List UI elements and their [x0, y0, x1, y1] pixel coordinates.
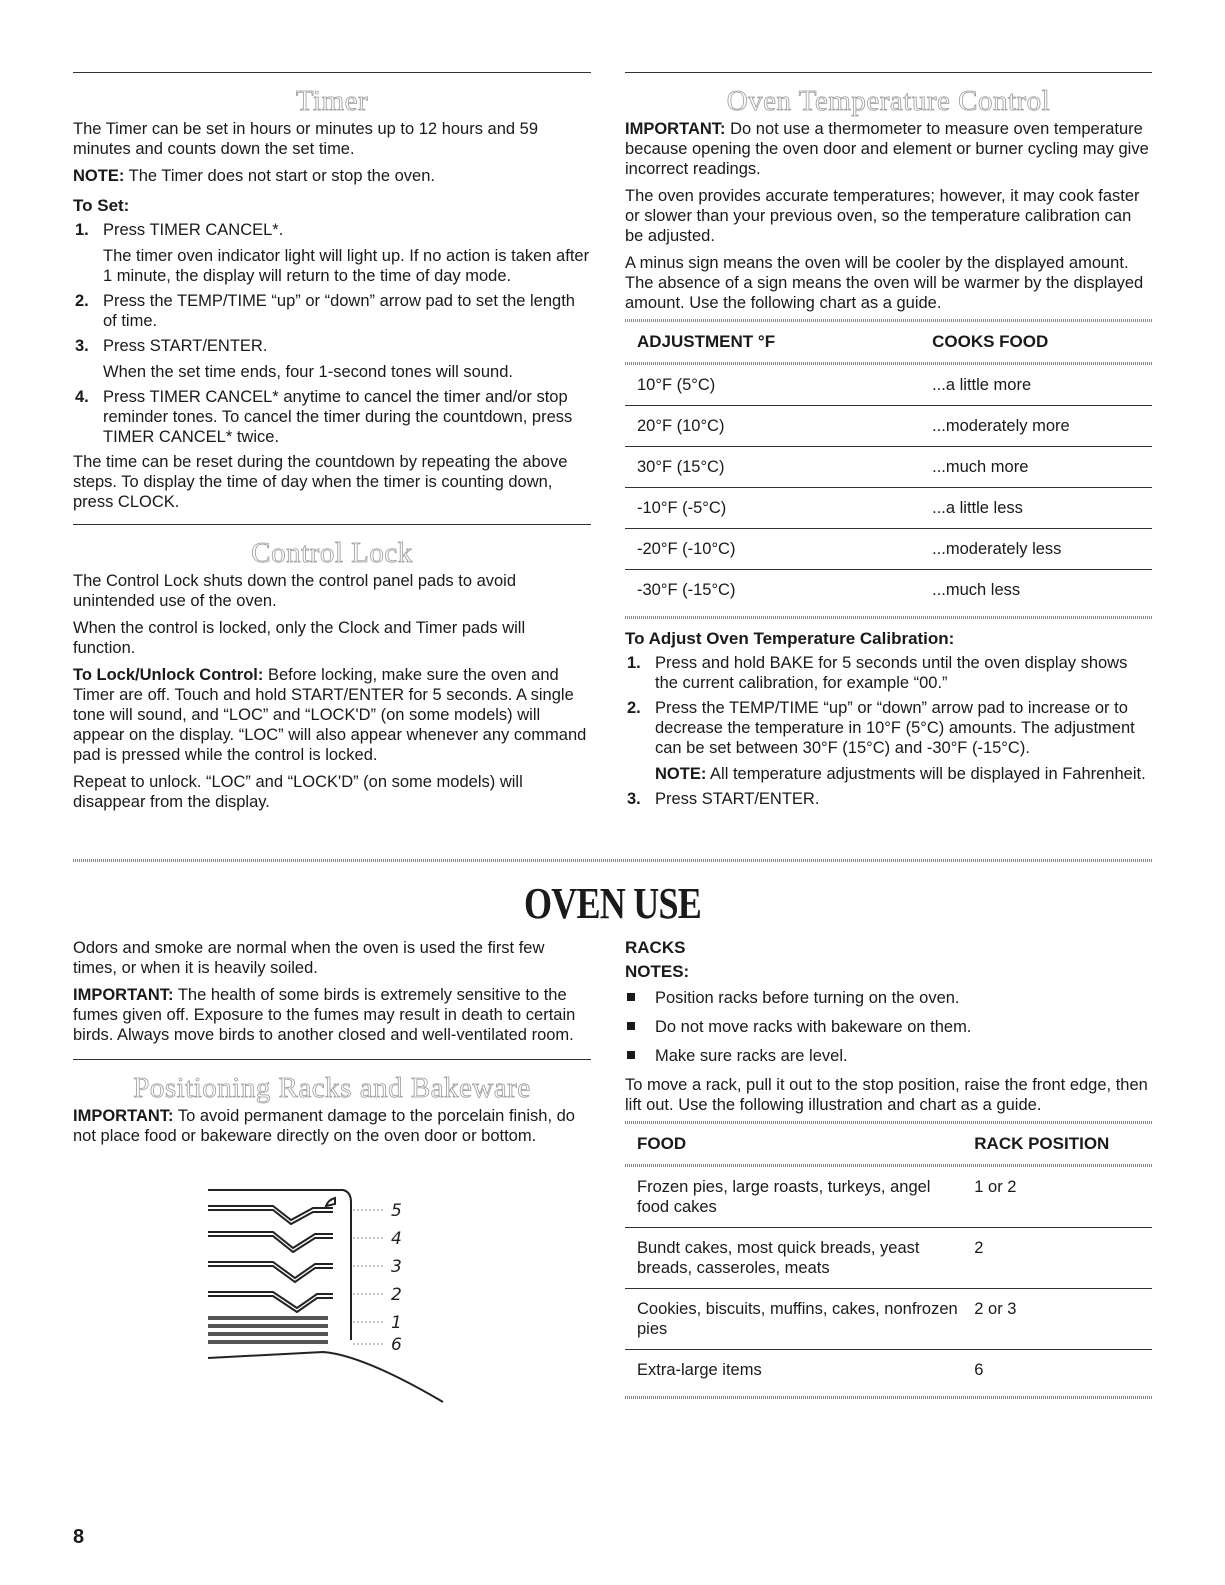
timer-outro: The time can be reset during the countdown by repeating the above steps. To display the time of day when the timer is counting down, press CLOCK.	[73, 453, 568, 511]
notes-heading: NOTES:	[625, 962, 690, 981]
timer-title: Timer	[295, 85, 369, 117]
calibration-step: 3. Press START/ENTER.	[627, 790, 820, 808]
table-row: 20°F (10°C) ...moderately more	[625, 406, 1152, 447]
oven-use-important: IMPORTANT: The health of some birds is extremely sensitive to the fumes given off. Exposure to the fumes may result in death to certain birds. Always move birds to another closed and well-ventilated room.	[73, 986, 576, 1044]
section-rule	[625, 72, 1152, 73]
dotted-divider	[625, 319, 1152, 322]
list-item: Do not move racks with bakeware on them.	[625, 1017, 1152, 1037]
oven-temp-title: Oven Temperature Control	[726, 85, 1051, 117]
calibration-step: 2. Press the TEMP/TIME “up” or “down” arrow pad to increase or to decrease the temperature in 10°F (5°C) amounts. The adjustment can be set between 30°F (15°C) and -30°F (-15°C). NOTE: All temperature adjustments will be displayed in Fahrenheit.	[627, 699, 1146, 783]
dotted-divider	[73, 859, 1153, 862]
adjustment-table	[625, 328, 1152, 610]
rack-label: 5	[391, 1201, 402, 1221]
rack-label: 4	[391, 1229, 402, 1249]
timer-and-control-lock-column	[73, 72, 591, 819]
positioning-important: IMPORTANT: To avoid permanent damage to the porcelain finish, do not place food or bakeware directly on the oven door or bottom.	[73, 1107, 575, 1145]
table-header-row	[625, 328, 1152, 362]
timer-step: 4. Press TIMER CANCEL* anytime to cancel the timer and/or stop reminder tones. To cancel the timer during the countdown, press TIMER CANCEL* twice.	[75, 388, 573, 446]
timer-step: 2. Press the TEMP/TIME “up” or “down” arrow pad to set the length of time.	[75, 292, 575, 330]
calibration-steps	[625, 653, 1152, 809]
timer-step: 3. Press START/ENTER. When the set time ends, four 1-second tones will sound.	[75, 337, 513, 381]
section-rule	[73, 524, 591, 525]
timer-steps	[73, 220, 591, 447]
oven-use-p1: Odors and smoke are normal when the oven is used the first few times, or when it is heavily soiled.	[73, 939, 545, 977]
section-rule	[73, 1059, 591, 1060]
racks-notes	[625, 988, 1152, 1066]
dotted-divider	[625, 1396, 1152, 1399]
table-row: 10°F (5°C) ...a little more	[625, 365, 1152, 406]
page-heading: OVEN USE	[524, 879, 701, 928]
rack-label: 3	[391, 1257, 402, 1277]
oven-temperature-column	[625, 72, 1152, 814]
calibration-step: 1. Press and hold BAKE for 5 seconds until the oven display shows the current calibration, for example “00.”	[627, 654, 1128, 692]
rack-positions-illustration	[203, 1180, 483, 1410]
control-lock-p3: To Lock/Unlock Control: Before locking, make sure the oven and Timer are off. Touch and hold START/ENTER for 5 seconds. A single tone will sound, and “LOC” and “LOCK'D” (on some models) will appear on the display. “LOC” will also appear whenever any command pad is pressed while the control is locked.	[73, 666, 587, 764]
timer-intro: The Timer can be set in hours or minutes up to 12 hours and 59 minutes and counts down the set time.	[73, 120, 539, 158]
timer-note: NOTE: The Timer does not start or stop the oven.	[73, 167, 435, 185]
page-number: 8	[73, 1526, 85, 1548]
control-lock-title: Control Lock	[251, 537, 413, 569]
dotted-divider	[625, 1121, 1152, 1124]
control-lock-p4: Repeat to unlock. “LOC” and “LOCK'D” (on some models) will disappear from the display.	[73, 773, 523, 811]
oven-use-column	[73, 938, 591, 1355]
rack-position-table	[625, 1130, 1152, 1390]
control-lock-p2: When the control is locked, only the Clock and Timer pads will function.	[73, 619, 526, 657]
table-row: -10°F (-5°C) ...a little less	[625, 488, 1152, 529]
table-header: RACK POSITION	[974, 1134, 1110, 1153]
oven-temp-p2: The oven provides accurate temperatures; however, it may cook faster or slower than your previous oven, so the temperature calibration can be adjusted.	[625, 187, 1140, 245]
table-header: COOKS FOOD	[932, 332, 1049, 351]
table-row: Bundt cakes, most quick breads, yeast breads, casseroles, meats 2	[625, 1228, 1152, 1289]
list-item: Make sure racks are level.	[625, 1046, 1152, 1066]
positioning-title: Positioning Racks and Bakeware	[133, 1072, 531, 1104]
timer-to-set-heading: To Set:	[73, 196, 130, 215]
adjust-calibration-heading: To Adjust Oven Temperature Calibration:	[625, 629, 955, 648]
table-row: Extra-large items 6	[637, 1361, 984, 1379]
racks-heading: RACKS	[625, 938, 686, 957]
racks-column	[625, 938, 1152, 1405]
table-row: Cookies, biscuits, muffins, cakes, nonfrozen pies 2 or 3	[625, 1289, 1152, 1350]
rack-label: 2	[391, 1285, 402, 1305]
rack-label: 6	[391, 1335, 402, 1355]
control-lock-p1: The Control Lock shuts down the control panel pads to avoid unintended use of the oven.	[73, 572, 517, 610]
timer-step: 1. Press TIMER CANCEL*. The timer oven indicator light will light up. If no action is taken after 1 minute, the display will return to the time of day mode.	[75, 221, 590, 285]
oven-temp-important: IMPORTANT: Do not use a thermometer to measure oven temperature because opening the oven door and element or burner cycling may give incorrect readings.	[625, 120, 1149, 178]
dotted-divider	[625, 616, 1152, 619]
table-row: Frozen pies, large roasts, turkeys, angel food cakes 1 or 2	[625, 1167, 1152, 1228]
section-rule	[73, 72, 591, 73]
table-header: FOOD	[637, 1134, 687, 1153]
table-header: ADJUSTMENT °F	[637, 332, 776, 351]
rack-label: 1	[391, 1313, 402, 1333]
oven-temp-p3: A minus sign means the oven will be cooler by the displayed amount. The absence of a sign means the oven will be warmer by the displayed amount. Use the following chart as a guide.	[625, 254, 1144, 312]
racks-paragraph: To move a rack, pull it out to the stop position, raise the front edge, then lift out. Use the following illustration and chart as a guide.	[625, 1076, 1148, 1114]
table-row: -30°F (-15°C) ...much less	[637, 581, 1021, 599]
list-item: Position racks before turning on the oven.	[625, 988, 1152, 1008]
table-header-row	[625, 1130, 1152, 1164]
table-row: 30°F (15°C) ...much more	[625, 447, 1152, 488]
table-row: -20°F (-10°C) ...moderately less	[625, 529, 1152, 570]
